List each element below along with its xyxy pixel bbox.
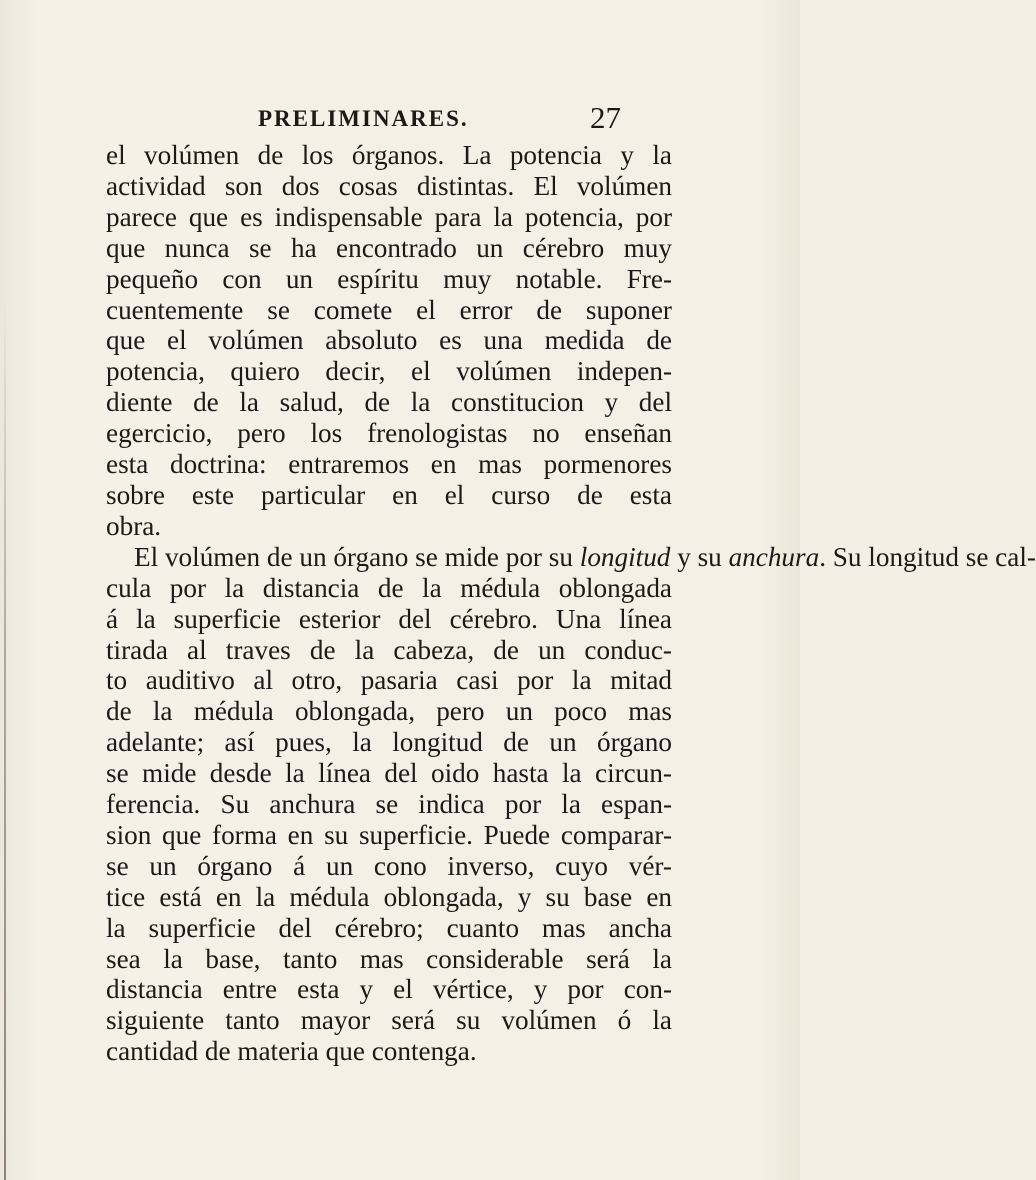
text-line: de la médula oblongada, pero un poco mas: [106, 696, 672, 727]
text-line: sion que forma en su superficie. Puede comparar-: [106, 819, 672, 850]
text-run: . Su longitud se cal-: [819, 541, 1036, 572]
text-line: á la superficie esterior del cérebro. Una línea: [106, 603, 672, 634]
text-line: obra.: [106, 510, 162, 541]
italic-term-anchura: anchura: [728, 541, 820, 572]
text-line: siguiente tanto mayor será su volúmen ó la: [106, 1005, 672, 1036]
text-line-first: [106, 541, 1036, 573]
text-line: tice está en la médula oblongada, y su base en: [106, 881, 672, 912]
text-line: cuentemente se comete el error de suponer: [106, 294, 672, 325]
paragraph-1: [106, 140, 672, 542]
page-number: 27: [590, 100, 621, 135]
text-line: cantidad de materia que contenga.: [106, 1036, 477, 1067]
text-line: distancia entre esta y el vértice, y por con-: [106, 974, 672, 1005]
text-line: actividad son dos cosas distintas. El volúmen: [106, 170, 672, 201]
text-line: ferencia. Su anchura se indica por la espan-: [106, 789, 672, 820]
text-run: El volúmen de un órgano se mide por su: [134, 541, 573, 572]
text-line: que el volúmen absoluto es una medida de: [106, 325, 672, 356]
text-line: parece que es indispensable para la potencia, por: [106, 201, 672, 232]
text-line: esta doctrina: entraremos en mas pormenores: [106, 449, 672, 480]
text-line: la superficie del cérebro; cuanto mas ancha: [106, 912, 672, 943]
text-line: tirada al traves de la cabeza, de un conduc-: [106, 634, 672, 665]
italic-term-longitud: longitud: [579, 541, 671, 572]
text-line: potencia, quiero decir, el volúmen indepen-: [106, 356, 672, 387]
text-line: sea la base, tanto mas considerable será la: [106, 943, 672, 974]
text-run: y su: [670, 541, 729, 572]
text-line: diente de la salud, de la constitucion y del: [106, 387, 672, 418]
text-line: egercicio, pero los frenologistas no enseñan: [106, 418, 672, 449]
text-line: pequeño con un espíritu muy notable. Fre-: [106, 263, 672, 294]
page-header: [0, 100, 800, 140]
text-line: to auditivo al otro, pasaria casi por la mitad: [106, 665, 672, 696]
paragraph-2: [106, 541, 1036, 1067]
running-head: PRELIMINARES.: [258, 106, 469, 131]
text-line: se un órgano á un cono inverso, cuyo vér-: [106, 850, 672, 881]
text-line: que nunca se ha encontrado un cérebro muy: [106, 232, 672, 263]
text-line: cula por la distancia de la médula oblongada: [106, 572, 672, 603]
body-text: [106, 140, 1036, 1067]
text-line: se mide desde la línea del oido hasta la circun-: [106, 758, 672, 789]
text-line: adelante; así pues, la longitud de un órgano: [106, 727, 672, 758]
text-line: el volúmen de los órganos. La potencia y la: [106, 140, 672, 170]
page-gutter-shadow: [4, 300, 6, 1180]
text-line: sobre este particular en el curso de esta: [106, 479, 672, 510]
